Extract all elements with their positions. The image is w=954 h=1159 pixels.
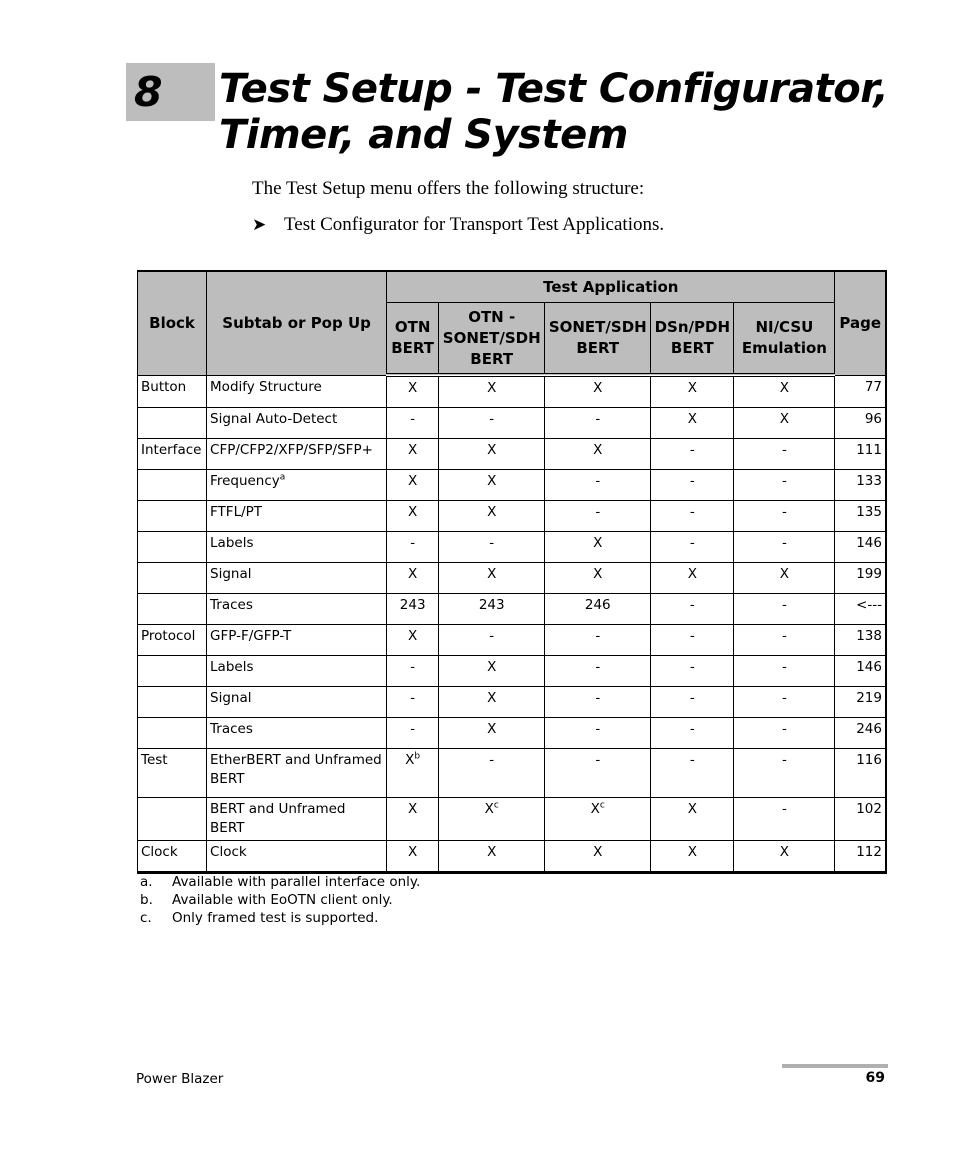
value-cell: - [545,687,651,718]
page-cell: 111 [835,439,886,470]
value-cell: X [651,563,734,594]
value-cell: - [734,439,835,470]
value-cell: X [439,718,545,749]
value-cell: X [651,841,734,873]
subtab-cell: CFP/CFP2/XFP/SFP/SFP+ [207,439,387,470]
value-cell: - [734,532,835,563]
value-cell: - [545,408,651,439]
block-cell [138,687,207,718]
value-cell: - [734,718,835,749]
value-cell: - [734,749,835,798]
value-cell: X [439,501,545,532]
value-cell: X [387,501,439,532]
bullet-text: Test Configurator for Transport Test Applications. [284,214,665,235]
footer-product: Power Blazer [136,1071,224,1087]
value-cell: X [387,439,439,470]
footnotes [140,873,420,927]
subtab-cell: Modify Structure [207,375,387,408]
value-cell: X [439,656,545,687]
value-cell: - [545,656,651,687]
subtab-cell: Clock [207,841,387,873]
value-cell: - [651,718,734,749]
value-cell: X [545,375,651,408]
value-cell: X [651,798,734,841]
block-cell [138,470,207,501]
value-cell: - [651,439,734,470]
value-cell: X [439,375,545,408]
subtab-cell: EtherBERT and Unframed BERT [207,749,387,798]
value-cell: - [545,749,651,798]
value-cell: - [439,625,545,656]
header-app: OTN BERT [387,303,439,376]
table-row [138,718,887,749]
subtab-cell: FTFL/PT [207,501,387,532]
value-cell: - [651,532,734,563]
header-subtab: Subtab or Pop Up [207,271,387,375]
block-cell [138,798,207,841]
value-cell: X [387,470,439,501]
header-page: Page [835,271,886,375]
value-cell: X [545,439,651,470]
chapter-number-box [126,63,215,121]
value-cell: - [651,594,734,625]
subtab-cell: Signal [207,563,387,594]
table-row [138,594,887,625]
table-row [138,408,887,439]
footer-page-number: 69 [865,1070,885,1086]
bullet-item [252,214,664,236]
test-setup-table [137,270,887,874]
table-row [138,625,887,656]
value-cell: X [439,687,545,718]
block-cell [138,532,207,563]
table-row [138,375,887,408]
value-cell: - [387,408,439,439]
value-cell: X [651,408,734,439]
footnote: b. Available with EoOTN client only. [140,892,393,908]
value-cell: - [734,687,835,718]
value-cell: X [387,375,439,408]
value-cell: X [439,841,545,873]
value-cell: - [651,625,734,656]
table-row [138,563,887,594]
value-cell: X [734,841,835,873]
table-row [138,798,887,841]
value-cell: - [439,749,545,798]
value-cell: X [545,841,651,873]
block-cell [138,563,207,594]
value-cell: 243 [387,594,439,625]
value-cell: - [651,501,734,532]
block-cell [138,501,207,532]
value-cell: - [439,408,545,439]
block-cell: Clock [138,841,207,873]
table-row [138,749,887,798]
value-cell: X [387,841,439,873]
table-row [138,501,887,532]
value-cell: - [734,594,835,625]
value-cell: X [734,563,835,594]
block-cell [138,656,207,687]
value-cell: - [545,718,651,749]
value-cell: $X^c$ [439,798,545,841]
value-cell: - [545,625,651,656]
header-app: SONET/SDH BERT [545,303,651,376]
footnote: a. Available with parallel interface only. [140,874,421,890]
value-cell: - [651,470,734,501]
page-cell: 96 [835,408,886,439]
table-row [138,532,887,563]
value-cell: - [439,532,545,563]
value-cell: X [734,408,835,439]
page-cell: 135 [835,501,886,532]
header-block: Block [138,271,207,375]
value-cell: X [439,563,545,594]
page-cell: 146 [835,532,886,563]
page-cell: 77 [835,375,886,408]
subtab-cell: Traces [207,718,387,749]
page-cell: <--- [835,594,886,625]
table-row [138,841,887,873]
page-cell: 138 [835,625,886,656]
subtab-cell: Frequency$^a$ [207,470,387,501]
chapter-title: Test Setup - Test Configurator, Timer, and System [219,66,889,158]
value-cell: X [545,532,651,563]
page-cell: 102 [835,798,886,841]
subtab-cell: Signal Auto-Detect [207,408,387,439]
page-cell: 146 [835,656,886,687]
footnote: c. Only framed test is supported. [140,910,379,926]
subtab-cell: BERT and Unframed BERT [207,798,387,841]
page-cell: 246 [835,718,886,749]
subtab-cell: Labels [207,532,387,563]
chapter-number: 8 [134,68,163,116]
header-app: NI/CSU Emulation [734,303,835,376]
value-cell: - [734,625,835,656]
arrow-bullet-icon: ➤ [252,215,267,234]
subtab-cell: Signal [207,687,387,718]
value-cell: X [387,625,439,656]
value-cell: X [734,375,835,408]
block-cell [138,718,207,749]
page-cell: 112 [835,841,886,873]
value-cell: X [387,563,439,594]
table-row [138,687,887,718]
value-cell: - [387,532,439,563]
header-app: OTN - SONET/SDH BERT [439,303,545,376]
value-cell: - [734,798,835,841]
value-cell: - [387,656,439,687]
value-cell: - [651,656,734,687]
subtab-cell: GFP-F/GFP-T [207,625,387,656]
block-cell: Protocol [138,625,207,656]
value-cell: 243 [439,594,545,625]
value-cell: 246 [545,594,651,625]
value-cell: X [387,798,439,841]
table-row [138,656,887,687]
value-cell: - [734,656,835,687]
intro-text: The Test Setup menu offers the following structure: [252,178,645,199]
value-cell: $X^b$ [387,749,439,798]
value-cell: - [734,470,835,501]
value-cell: - [387,718,439,749]
value-cell: X [651,375,734,408]
block-cell: Interface [138,439,207,470]
page-cell: 199 [835,563,886,594]
block-cell: Test [138,749,207,798]
page-cell: 133 [835,470,886,501]
value-cell: - [387,687,439,718]
header-test-application: Test Application [387,271,835,303]
footer-rule [782,1064,888,1068]
table-row [138,470,887,501]
block-cell [138,408,207,439]
block-cell: Button [138,375,207,408]
value-cell: - [545,501,651,532]
header-app: DSn/PDH BERT [651,303,734,376]
value-cell: X [439,470,545,501]
subtab-cell: Labels [207,656,387,687]
value-cell: X [439,439,545,470]
table-row [138,439,887,470]
value-cell: - [651,687,734,718]
page-cell: 219 [835,687,886,718]
value-cell: $X^c$ [545,798,651,841]
value-cell: - [734,501,835,532]
value-cell: X [545,563,651,594]
value-cell: - [651,749,734,798]
page-cell: 116 [835,749,886,798]
value-cell: - [545,470,651,501]
block-cell [138,594,207,625]
subtab-cell: Traces [207,594,387,625]
